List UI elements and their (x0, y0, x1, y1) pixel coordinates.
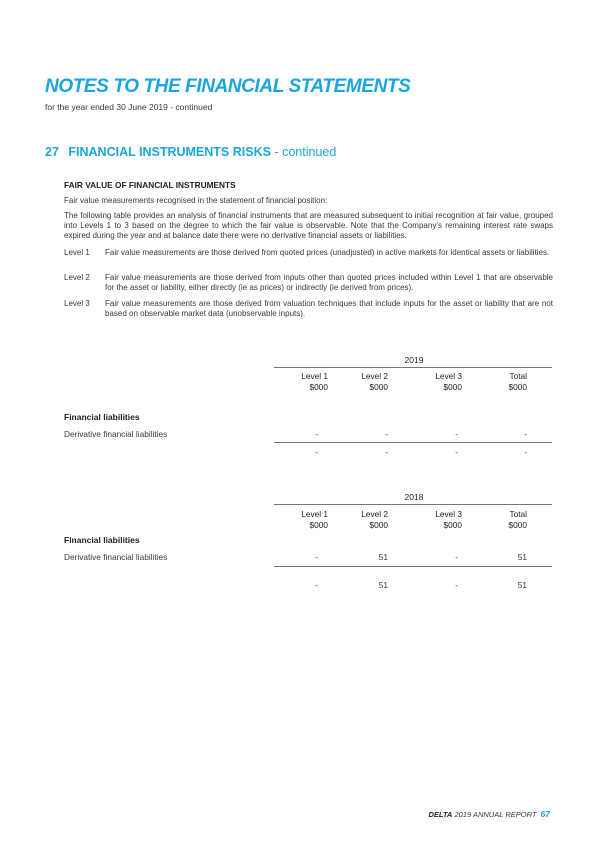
column-name: Level 2 (361, 509, 388, 519)
level-label: Level 3 (64, 299, 90, 308)
column-unit: $000 (369, 382, 388, 392)
total-cell: 51 (517, 580, 527, 590)
table-year: 2018 (404, 492, 424, 502)
total-cell: - (455, 447, 458, 457)
row-label: Derivative financial liabilities (64, 429, 168, 439)
column-header (477, 509, 527, 531)
column-header (278, 509, 328, 531)
group-title: Financial liabilities (64, 412, 140, 422)
page-number: 67 (540, 809, 550, 819)
column-header (477, 371, 527, 393)
level-definition (64, 273, 553, 293)
table-year: 2019 (404, 355, 424, 365)
table-cell: - (315, 429, 318, 439)
fair-value-intro: Fair value measurements recognised in the statement of financial position: (64, 196, 328, 205)
fair-value-description: The following table provides an analysis of financial instruments that are measured subsequent to initial recognition at fair value, grouped into Levels 1 to 3 based on the degree to which the fair value is observable. Note that the Company’s remaining interest rate swaps expired during the year and at balance date there were no derivative financial assets or liabilities. (64, 211, 553, 240)
footer-brand: DELTA (428, 810, 453, 819)
total-cell: - (315, 580, 318, 590)
row-label: Derivative financial liabilities (64, 552, 168, 562)
page-subtitle: for the year ended 30 June 2019 - continued (45, 102, 213, 112)
year-rule (274, 504, 552, 505)
column-header (412, 509, 462, 531)
level-label: Level 1 (64, 248, 90, 257)
total-cell: - (385, 447, 388, 457)
level-text: Fair value measurements are those derived from inputs other than quoted prices included within Level 1 that are observable for the asset or liability, either directly (ie as prices) or indirectly (ie derived from prices). (105, 273, 553, 292)
page-footer (428, 809, 550, 819)
column-unit: $000 (508, 520, 527, 530)
section-continued: - continued (274, 145, 337, 159)
level-definition (64, 299, 553, 319)
column-unit: $000 (443, 382, 462, 392)
table-cell: - (315, 552, 318, 562)
column-name: Level 2 (361, 371, 388, 381)
level-text: Fair value measurements are those derived from quoted prices (unadjusted) in active markets for identical assets or liabilities. (105, 248, 550, 257)
column-name: Total (509, 509, 527, 519)
column-name: Level 3 (435, 371, 462, 381)
column-name: Level 3 (435, 509, 462, 519)
subtotal-rule (274, 442, 552, 443)
total-cell: - (455, 580, 458, 590)
total-cell: - (315, 447, 318, 457)
fair-value-heading: FAIR VALUE OF FINANCIAL INSTRUMENTS (64, 180, 236, 190)
section-heading (45, 145, 336, 159)
column-header (338, 509, 388, 531)
column-header (338, 371, 388, 393)
section-title: FINANCIAL INSTRUMENTS RISKS (68, 145, 271, 159)
table-cell: - (455, 552, 458, 562)
subtotal-rule (274, 566, 552, 567)
level-text: Fair value measurements are those derived from valuation techniques that include inputs for the asset or liability that are not based on observable market data (unobservable inputs). (105, 299, 553, 318)
footer-report: 2019 ANNUAL REPORT (454, 810, 537, 819)
total-cell: - (524, 447, 527, 457)
column-header (412, 371, 462, 393)
column-unit: $000 (443, 520, 462, 530)
table-cell: 51 (517, 552, 527, 562)
section-number: 27 (45, 145, 59, 159)
level-label: Level 2 (64, 273, 90, 282)
year-rule (274, 367, 552, 368)
column-unit: $000 (508, 382, 527, 392)
level-definition (64, 248, 553, 258)
column-name: Level 1 (301, 509, 328, 519)
group-title: Financial liabilities (64, 535, 140, 545)
column-name: Total (509, 371, 527, 381)
column-header (278, 371, 328, 393)
table-cell: - (385, 429, 388, 439)
table-cell: 51 (378, 552, 388, 562)
table-cell: - (524, 429, 527, 439)
column-name: Level 1 (301, 371, 328, 381)
column-unit: $000 (309, 520, 328, 530)
column-unit: $000 (369, 520, 388, 530)
table-cell: - (455, 429, 458, 439)
page-title: NOTES TO THE FINANCIAL STATEMENTS (45, 76, 411, 97)
column-unit: $000 (309, 382, 328, 392)
total-cell: 51 (378, 580, 388, 590)
